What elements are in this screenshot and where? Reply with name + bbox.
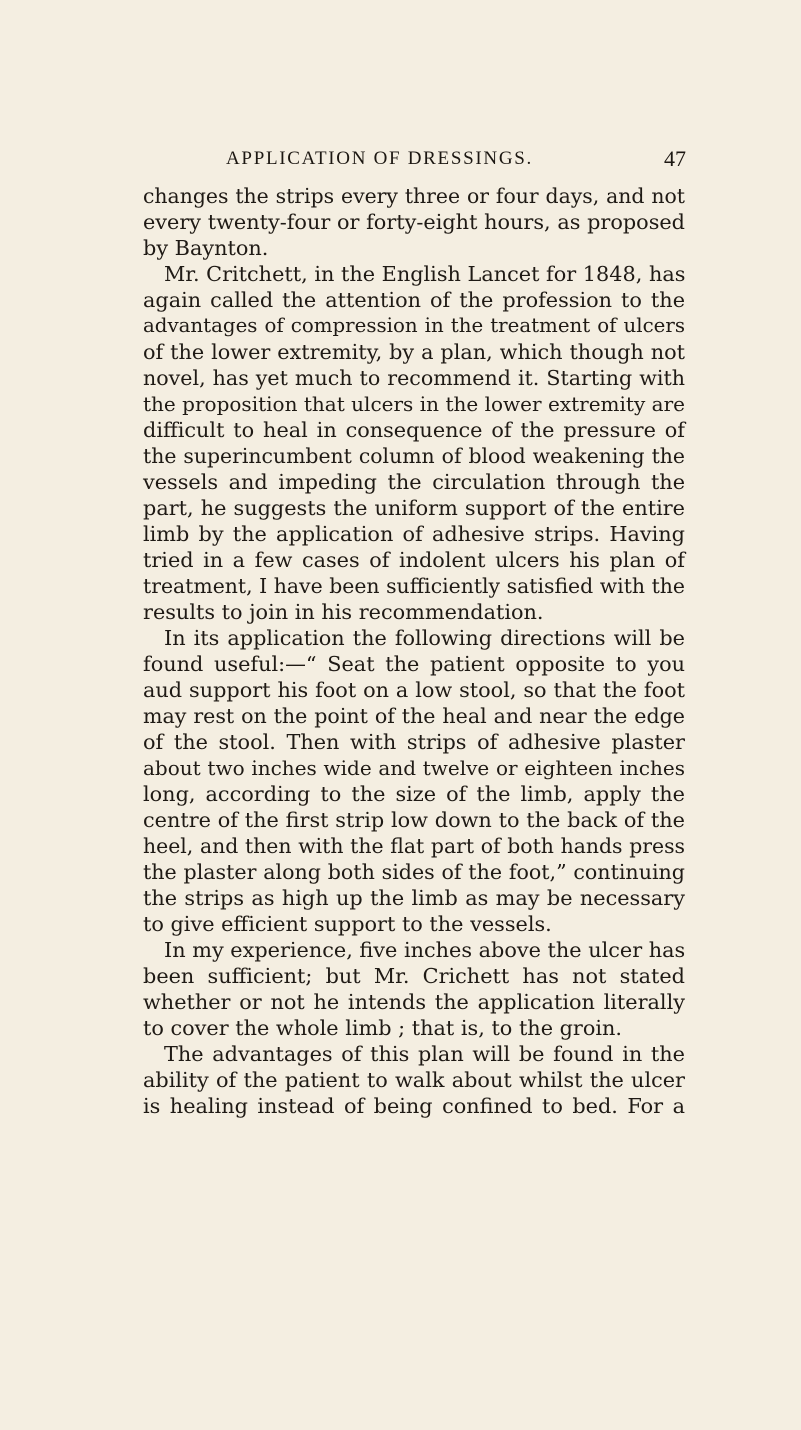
text-line: been sufficient; but Mr. Crichett has not stated: [143, 964, 685, 988]
text-line: ability of the patient to walk about whilst the ulcer: [143, 1068, 685, 1092]
text-line: advantages of compression in the treatment of ulcers: [143, 314, 685, 337]
text-line: limb by the application of adhesive strips. Having: [143, 522, 685, 546]
text-line: long, according to the size of the limb, apply the: [143, 782, 685, 806]
page-header: [226, 148, 686, 180]
text-line: Mr. Critchett, in the English Lancet for 1848, has: [164, 262, 686, 286]
text-line: is healing instead of being confined to bed. For a: [143, 1094, 685, 1118]
body-text: [143, 183, 685, 1119]
text-line: difficult to heal in consequence of the pressure of: [143, 418, 685, 442]
text-line: In its application the following directions will be: [164, 626, 685, 650]
text-line: vessels and impeding the circulation through the: [143, 470, 685, 494]
text-line: to give efficient support to the vessels.: [143, 912, 552, 936]
text-line: about two inches wide and twelve or eighteen inches: [143, 756, 685, 780]
text-line: again called the attention of the profession to the: [143, 288, 685, 312]
text-line: heel, and then with the flat part of both hands press: [143, 834, 685, 858]
text-line: of the stool. Then with strips of adhesive plaster: [143, 730, 685, 754]
text-line: every twenty-four or forty-eight hours, as proposed: [143, 210, 685, 234]
text-line: of the lower extremity, by a plan, which though not: [143, 340, 685, 364]
text-line: novel, has yet much to recommend it. Starting with: [143, 366, 685, 390]
running-head: APPLICATION OF DRESSINGS.: [226, 148, 533, 169]
text-line: results to join in his recommendation.: [143, 600, 544, 624]
text-line: tried in a few cases of indolent ulcers his plan of: [143, 548, 685, 572]
text-line: the plaster along both sides of the foot,” continuing: [143, 860, 685, 884]
text-line: the superincumbent column of blood weakening the: [143, 444, 685, 468]
text-line: part, he suggests the uniform support of the entire: [143, 496, 685, 520]
text-line: may rest on the point of the heal and near the edge: [143, 704, 685, 728]
text-line: to cover the whole limb ; that is, to the groin.: [143, 1016, 623, 1040]
text-line: The advantages of this plan will be found in the: [164, 1042, 685, 1066]
text-line: centre of the first strip low down to the back of the: [143, 808, 685, 832]
text-line: found useful:—“ Seat the patient opposite to you: [143, 652, 685, 676]
text-line: In my experience, five inches above the ulcer has: [164, 938, 686, 962]
text-line: by Baynton.: [143, 236, 269, 260]
text-line: whether or not he intends the application literally: [143, 990, 685, 1014]
text-line: the proposition that ulcers in the lower extremity are: [143, 392, 685, 416]
text-line: treatment, I have been sufficiently satisfied with the: [143, 574, 685, 598]
page-number: 47: [664, 146, 686, 171]
text-line: changes the strips every three or four days, and not: [143, 184, 685, 208]
text-line: the strips as high up the limb as may be necessary: [143, 886, 685, 910]
text-line: aud support his foot on a low stool, so that the foot: [143, 678, 685, 702]
